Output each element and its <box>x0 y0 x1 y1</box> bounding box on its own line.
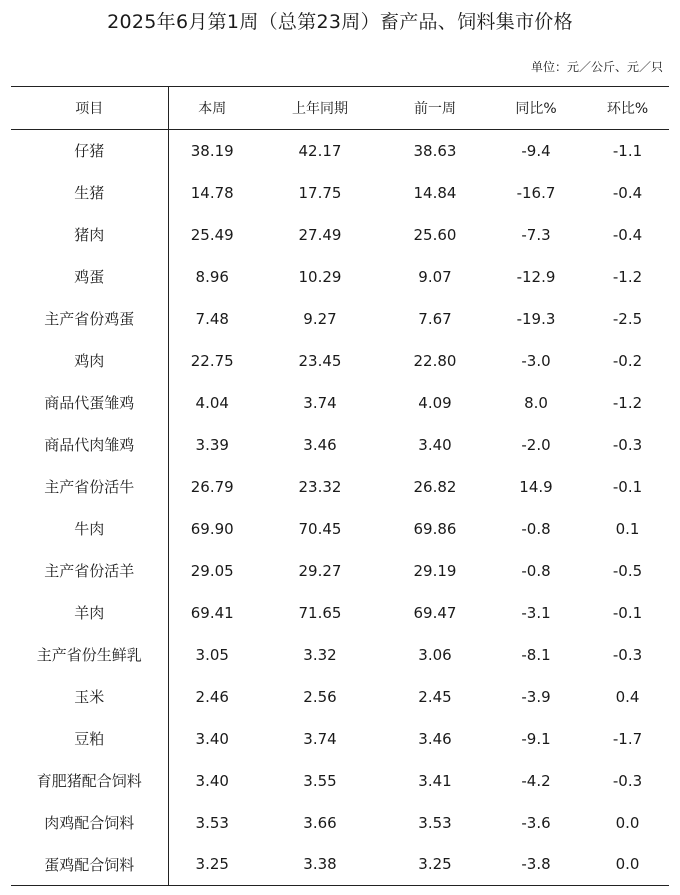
cell-last-year: 17.75 <box>298 183 342 202</box>
cell-item: 商品代肉雏鸡 <box>11 424 168 466</box>
cell-item: 豆粕 <box>11 718 168 760</box>
cell-wow: 0.4 <box>615 687 640 706</box>
cell-item: 蛋鸡配合饲料 <box>11 844 168 886</box>
cell-prev-week: 3.46 <box>418 729 452 748</box>
cell-item: 生猪 <box>11 172 168 214</box>
cell-prev-week: 22.80 <box>413 351 457 370</box>
cell-prev-week: 69.47 <box>413 603 457 622</box>
table-row <box>11 592 669 634</box>
cell-prev-week: 25.60 <box>413 225 457 244</box>
cell-this-week: 25.49 <box>190 225 234 244</box>
col-header-last-year: 上年同期 <box>256 87 384 130</box>
cell-prev-week: 3.06 <box>418 645 452 664</box>
cell-prev-week: 3.53 <box>418 813 452 832</box>
cell-item: 主产省份活牛 <box>11 466 168 508</box>
cell-last-year: 3.38 <box>256 844 384 886</box>
cell-prev-week: 2.45 <box>418 687 452 706</box>
cell-wow: -1.1 <box>612 141 643 160</box>
cell-this-week: 4.04 <box>195 393 229 412</box>
cell-last-year: 27.49 <box>298 225 342 244</box>
table-row <box>11 424 669 466</box>
table-row <box>11 256 669 298</box>
cell-this-week: 26.79 <box>190 477 234 496</box>
cell-prev-week: 69.86 <box>413 519 457 538</box>
table-header <box>11 87 669 130</box>
cell-item: 主产省份生鲜乳 <box>11 634 168 676</box>
cell-wow: -0.4 <box>612 225 643 244</box>
cell-item: 仔猪 <box>11 130 168 172</box>
cell-prev-week: 3.40 <box>418 435 452 454</box>
cell-wow: -0.1 <box>612 477 643 496</box>
cell-yoy: -12.9 <box>516 267 556 286</box>
cell-last-year: 3.66 <box>303 813 337 832</box>
cell-item: 玉米 <box>11 676 168 718</box>
cell-this-week: 22.75 <box>190 351 234 370</box>
cell-item: 肉鸡配合饲料 <box>11 802 168 844</box>
cell-last-year: 3.46 <box>303 435 337 454</box>
cell-prev-week: 3.41 <box>418 771 452 790</box>
cell-yoy: -9.1 <box>521 729 551 748</box>
cell-item: 鸡肉 <box>11 340 168 382</box>
cell-wow: 0.0 <box>615 813 640 832</box>
cell-yoy: -8.1 <box>521 645 551 664</box>
cell-yoy: -4.2 <box>521 771 551 790</box>
unit-note: 单位：元／公斤、元／只 <box>530 60 663 74</box>
cell-item: 主产省份活羊 <box>11 550 168 592</box>
cell-this-week: 8.96 <box>195 267 229 286</box>
cell-item: 主产省份鸡蛋 <box>11 298 168 340</box>
cell-wow: -0.3 <box>612 435 643 454</box>
cell-wow: -0.4 <box>612 183 643 202</box>
col-header-yoy: 同比% <box>486 87 586 130</box>
cell-wow: -1.7 <box>612 729 643 748</box>
header-row <box>11 87 669 130</box>
cell-this-week: 7.48 <box>195 309 229 328</box>
cell-item: 商品代蛋雏鸡 <box>11 382 168 424</box>
cell-yoy: -3.0 <box>521 351 551 370</box>
cell-prev-week: 14.84 <box>413 183 457 202</box>
cell-wow: 0.1 <box>615 519 640 538</box>
table-row <box>11 466 669 508</box>
table-row <box>11 844 669 886</box>
cell-this-week: 3.40 <box>195 729 229 748</box>
table-row <box>11 508 669 550</box>
cell-yoy: -3.9 <box>521 687 551 706</box>
cell-last-year: 9.27 <box>303 309 337 328</box>
cell-last-year: 3.55 <box>303 771 337 790</box>
cell-this-week: 3.25 <box>168 844 256 886</box>
cell-last-year: 3.74 <box>303 393 337 412</box>
cell-item: 牛肉 <box>11 508 168 550</box>
col-header-prev-week: 前一周 <box>384 87 486 130</box>
cell-this-week: 3.40 <box>195 771 229 790</box>
cell-yoy: 8.0 <box>524 393 548 412</box>
table-row <box>11 676 669 718</box>
cell-item: 羊肉 <box>11 592 168 634</box>
cell-wow: -0.2 <box>612 351 643 370</box>
cell-item: 猪肉 <box>11 214 168 256</box>
cell-last-year: 3.32 <box>303 645 337 664</box>
cell-yoy: -3.8 <box>486 844 586 886</box>
col-header-wow: 环比% <box>586 87 669 130</box>
cell-yoy: -16.7 <box>516 183 556 202</box>
cell-this-week: 38.19 <box>190 141 234 160</box>
cell-prev-week: 26.82 <box>413 477 457 496</box>
cell-this-week: 14.78 <box>190 183 234 202</box>
cell-this-week: 3.53 <box>195 813 229 832</box>
table-row <box>11 130 669 172</box>
cell-prev-week: 9.07 <box>418 267 452 286</box>
table-row <box>11 550 669 592</box>
table-row <box>11 340 669 382</box>
cell-prev-week: 4.09 <box>418 393 452 412</box>
cell-last-year: 23.45 <box>298 351 342 370</box>
cell-yoy: -3.6 <box>521 813 551 832</box>
cell-last-year: 70.45 <box>298 519 342 538</box>
cell-yoy: 14.9 <box>519 477 553 496</box>
cell-yoy: -19.3 <box>516 309 556 328</box>
cell-item: 育肥猪配合饲料 <box>11 760 168 802</box>
cell-yoy: -7.3 <box>521 225 551 244</box>
cell-wow: 0.0 <box>586 844 669 886</box>
cell-this-week: 29.05 <box>190 561 234 580</box>
cell-wow: -0.3 <box>612 771 643 790</box>
table-row <box>11 172 669 214</box>
cell-item: 鸡蛋 <box>11 256 168 298</box>
cell-this-week: 69.90 <box>190 519 234 538</box>
table-row <box>11 214 669 256</box>
cell-last-year: 42.17 <box>298 141 342 160</box>
cell-this-week: 69.41 <box>190 603 234 622</box>
cell-yoy: -9.4 <box>521 141 551 160</box>
cell-last-year: 2.56 <box>303 687 337 706</box>
cell-this-week: 2.46 <box>195 687 229 706</box>
cell-prev-week: 38.63 <box>413 141 457 160</box>
cell-prev-week: 7.67 <box>418 309 452 328</box>
cell-wow: -2.5 <box>612 309 643 328</box>
page-title: 2025年6月第1周（总第23周）畜产品、饲料集市价格 <box>107 11 573 33</box>
cell-this-week: 3.05 <box>195 645 229 664</box>
cell-yoy: -2.0 <box>521 435 551 454</box>
price-table <box>11 86 669 886</box>
cell-yoy: -0.8 <box>521 561 551 580</box>
cell-wow: -0.3 <box>612 645 643 664</box>
table-row <box>11 298 669 340</box>
cell-wow: -1.2 <box>612 393 643 412</box>
cell-last-year: 3.74 <box>303 729 337 748</box>
cell-this-week: 3.39 <box>195 435 229 454</box>
cell-prev-week: 3.25 <box>384 844 486 886</box>
table-row <box>11 802 669 844</box>
cell-yoy: -3.1 <box>521 603 551 622</box>
cell-yoy: -0.8 <box>521 519 551 538</box>
cell-wow: -1.2 <box>612 267 643 286</box>
table-body <box>11 130 669 886</box>
table-row <box>11 718 669 760</box>
cell-last-year: 71.65 <box>298 603 342 622</box>
cell-prev-week: 29.19 <box>413 561 457 580</box>
cell-last-year: 10.29 <box>298 267 342 286</box>
table-row <box>11 634 669 676</box>
cell-last-year: 29.27 <box>298 561 342 580</box>
col-header-this-week: 本周 <box>168 87 256 130</box>
cell-wow: -0.5 <box>612 561 643 580</box>
cell-wow: -0.1 <box>612 603 643 622</box>
table-row <box>11 760 669 802</box>
col-header-item: 项目 <box>11 87 168 130</box>
cell-last-year: 23.32 <box>298 477 342 496</box>
table-row <box>11 382 669 424</box>
